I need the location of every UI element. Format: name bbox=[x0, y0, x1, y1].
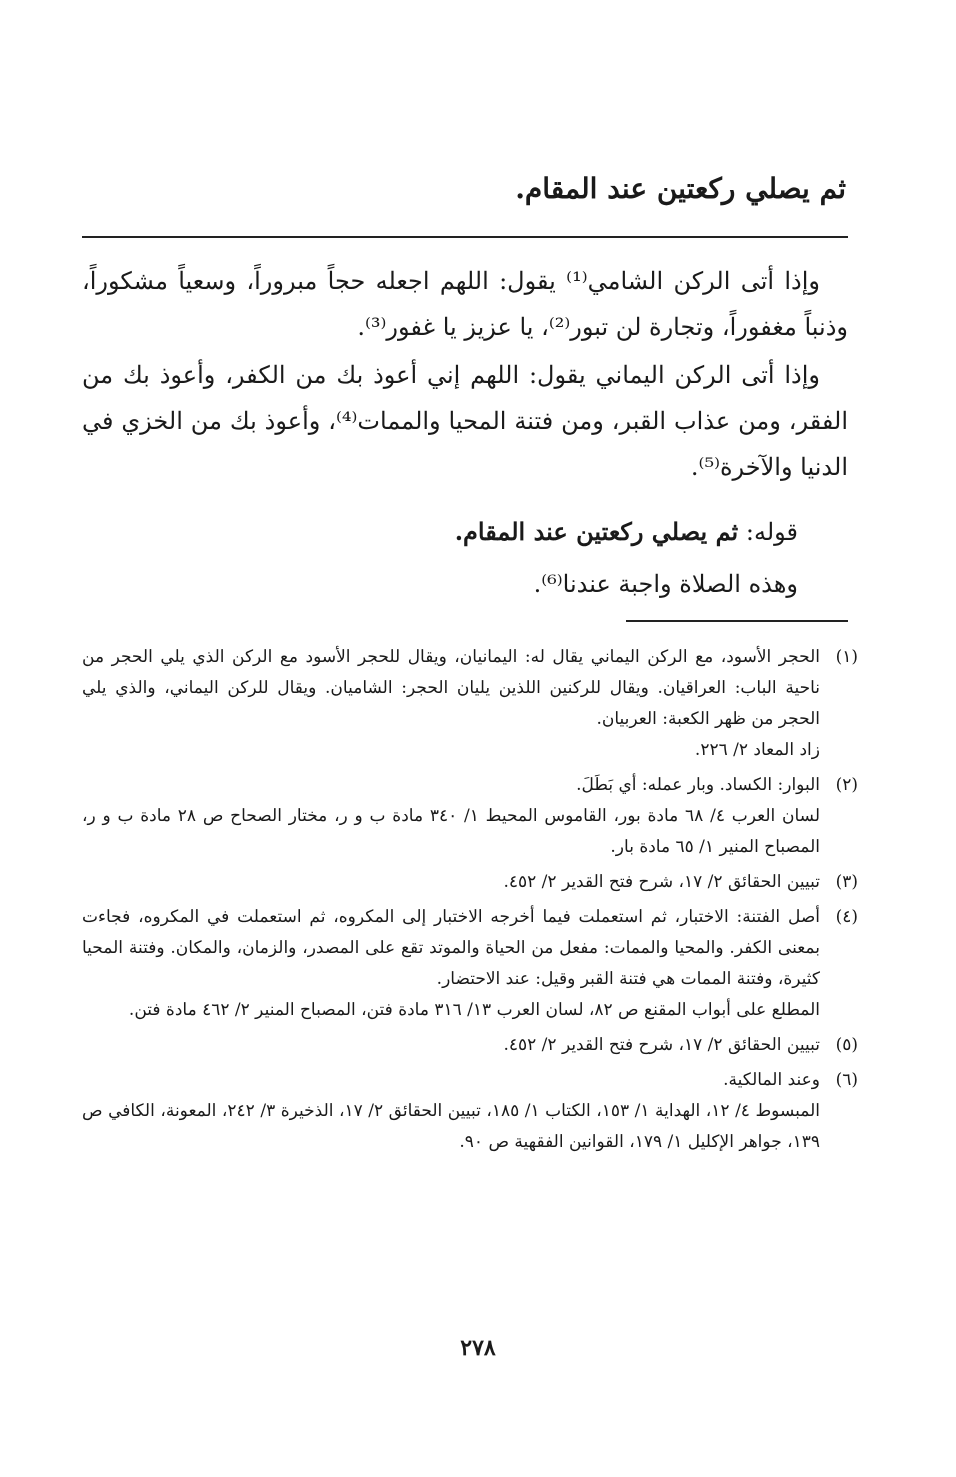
footnote-text: تبيين الحقائق ٢/ ١٧، شرح فتح القدير ٢/ ٤٥٢. bbox=[503, 1035, 820, 1055]
commentary-quote: ثم يصلي ركعتين عند المقام. bbox=[454, 517, 739, 546]
footnote-4 bbox=[82, 902, 858, 1026]
footnote-number: (٤) bbox=[835, 907, 858, 927]
footnote-number: (٣) bbox=[835, 872, 858, 892]
footnote-6 bbox=[82, 1065, 858, 1158]
footnote-reference: المبسوط ٤/ ١٢، الهداية ١/ ١٥٣، الكتاب ١/ ١٨٥، تبيين الحقائق ٢/ ١٧، الذخيرة ٣/ ٢٤٢، المعونة، الكافي ص ١٣٩، جواهر الإكليل ١/ ١٧٩، القوانين الفقهية ص ٩٠. bbox=[82, 1101, 820, 1152]
header-divider bbox=[82, 236, 848, 238]
footnotes bbox=[82, 642, 858, 1162]
page-number: ٢٧٨ bbox=[460, 1335, 496, 1361]
main-text bbox=[82, 258, 848, 492]
footnote-divider bbox=[626, 620, 848, 622]
footnote-reference: زاد المعاد ٢/ ٢٢٦. bbox=[694, 740, 820, 760]
footnote-reference: المطلع على أبواب المقنع ص ٨٢، لسان العرب ١٣/ ٣١٦ مادة فتن، المصباح المنير ٢/ ٤٦٢ مادة فتن. bbox=[128, 1000, 820, 1020]
commentary-line-1 bbox=[82, 506, 848, 558]
footnote-3 bbox=[82, 867, 858, 898]
commentary-line-2: وهذه الصلاة واجبة عندنا⁽⁶⁾. bbox=[533, 570, 798, 598]
main-paragraph-2: وإذا أتى الركن اليماني يقول: اللهم إني أعوذ بك من الكفر، وأعوذ بك من الفقر، ومن عذاب القبر، ومن فتنة المحيا والممات⁽⁴⁾، وأعوذ بك من الخزي في الدنيا والآخرة⁽⁵⁾. bbox=[82, 361, 848, 481]
page-header: ثم يصلي ركعتين عند المقام. bbox=[515, 172, 846, 205]
main-paragraph-1: وإذا أتى الركن الشامي⁽¹⁾ يقول: اللهم اجعله حجاً مبروراً، وسعياً مشكوراً، وذنباً مغفوراً، وتجارة لن تبور⁽²⁾، يا عزيز يا غفور⁽³⁾. bbox=[82, 267, 848, 341]
footnote-reference: لسان العرب ٤/ ٦٨ مادة بور، القاموس المحيط ١/ ٣٤٠ مادة ب و ر، مختار الصحاح ص ٢٨ مادة ب و ر، المصباح المنير ١/ ٦٥ مادة بار. bbox=[82, 806, 821, 857]
footnote-2 bbox=[82, 770, 858, 863]
footnote-number: (٥) bbox=[835, 1035, 858, 1055]
commentary-block bbox=[82, 506, 848, 610]
footnote-text: الحجر الأسود، مع الركن اليماني يقال له: اليمانيان، ويقال للحجر الأسود مع الركن الذي يلي الحجر من ناحية الباب: العراقيان. ويقال للركنين اللذين يليان الحجر: الشاميان. ويقال للركن اليماني، والذي يلي الحجر من ظهر الكعبة: العربيان. bbox=[82, 647, 820, 729]
footnote-text: وعند المالكية. bbox=[723, 1070, 820, 1090]
footnote-5 bbox=[82, 1030, 858, 1061]
footnote-number: (١) bbox=[835, 647, 858, 667]
commentary-prefix: قوله: bbox=[738, 518, 798, 546]
footnote-text: البوار: الكساد. وبار عمله: أي بَطَلَ. bbox=[576, 775, 820, 795]
footnote-number: (٦) bbox=[835, 1070, 858, 1090]
footnote-text: أصل الفتنة: الاختبار، ثم استعملت فيما أخرجه الاختبار إلى المكروه، ثم استعملت في المكروه، فجاءت بمعنى الكفر. والمحيا والممات: مفعل من الحياة والموتد تقع على المصدر، والزمان، والمكان. وفتنة المحيا كثيرة، وفتنة الممات هي فتنة القبر وقيل: عند الاحتضار. bbox=[82, 907, 820, 989]
footnote-text: تبيين الحقائق ٢/ ١٧، شرح فتح القدير ٢/ ٤٥٢. bbox=[503, 872, 820, 892]
footnote-number: (٢) bbox=[835, 775, 858, 795]
footnote-1 bbox=[82, 642, 858, 766]
